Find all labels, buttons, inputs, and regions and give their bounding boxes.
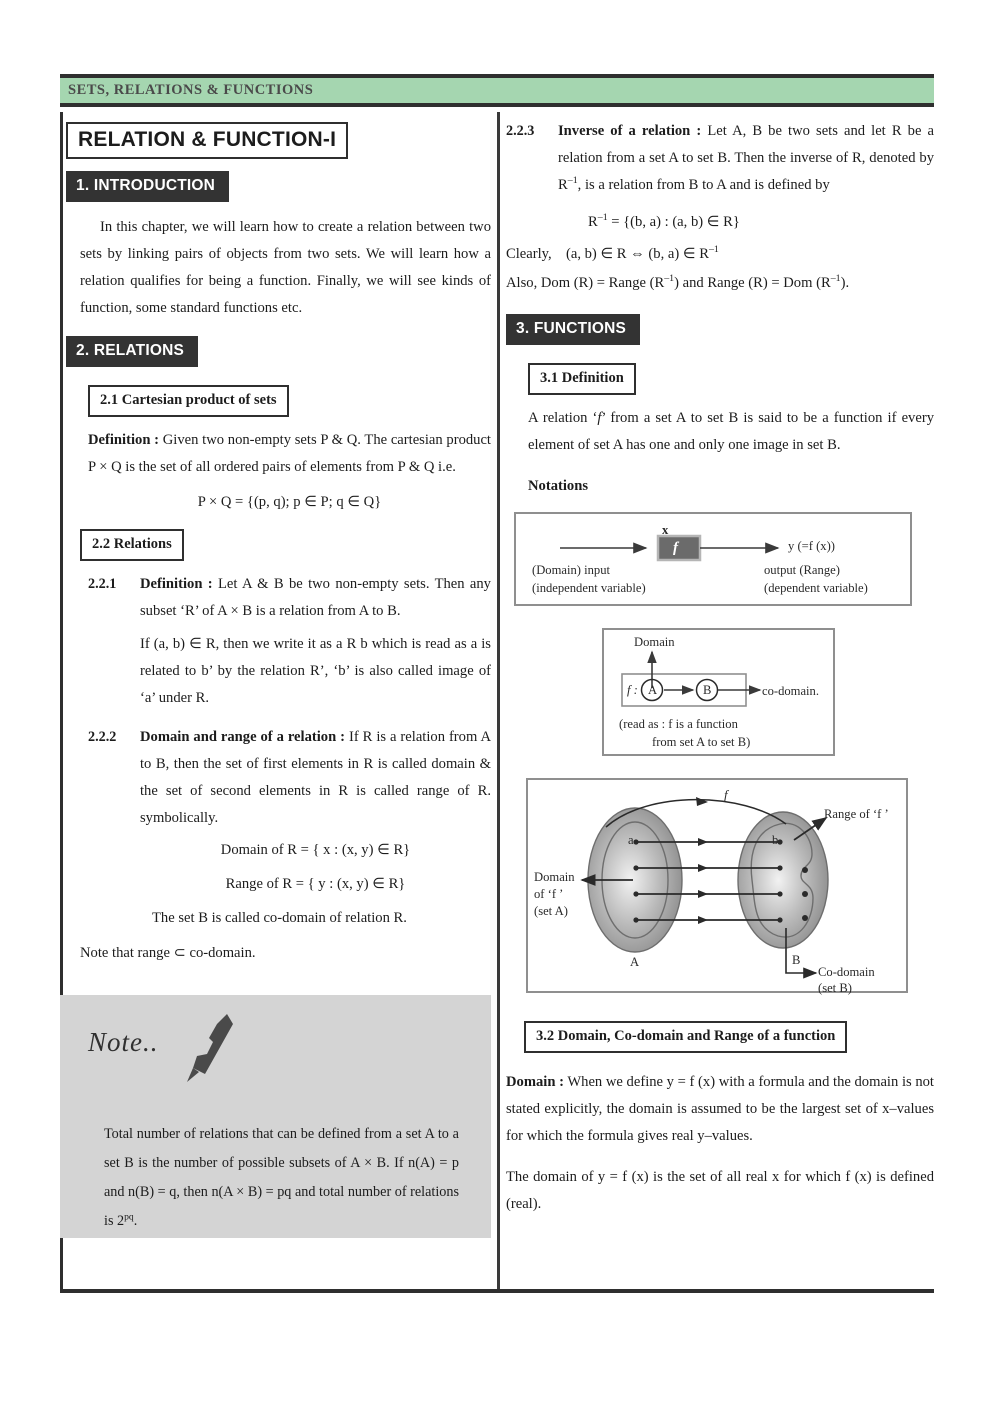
note-callout-box bbox=[60, 995, 491, 1238]
clearly-eq-sup: –1 bbox=[708, 243, 719, 255]
page-bottom-rule bbox=[60, 1289, 934, 1293]
clearly-eq-text: (a, b) ∈ R ⇔ (b, a) ∈ R bbox=[566, 245, 709, 262]
item-2-2-1 bbox=[88, 571, 491, 718]
note-text-end: . bbox=[133, 1213, 138, 1230]
diagram1-domain-input-label: (Domain) input bbox=[532, 563, 610, 578]
diagram1-output-range-label: output (Range) bbox=[764, 563, 840, 578]
item-2-2-2-para1 bbox=[140, 724, 491, 832]
diagram3-codomain-line2: (set B) bbox=[818, 981, 852, 996]
inverse-eq-r: R bbox=[588, 213, 598, 230]
item-2-2-1-text: Let A & B be two non-empty sets. Then any subset ‘R’ of A × B is a relation from A to B. bbox=[140, 575, 491, 619]
diagram-notation-box bbox=[514, 512, 912, 606]
item-2-2-3-text-a: Let A, B be two sets and let R be a relation from a set A to set B. Then the inverse of R, denoted by R bbox=[558, 123, 934, 193]
function-definition-text bbox=[528, 405, 934, 459]
clearly-line bbox=[506, 241, 934, 269]
diagram2-set-b-label: B bbox=[703, 683, 712, 698]
item-2-2-3-text-b: , is a relation from B to A and is defined by bbox=[577, 176, 830, 193]
diagram3-element-b-label: b bbox=[772, 833, 779, 848]
item-2-2-3-lead: Inverse of a relation : bbox=[558, 123, 702, 139]
range-of-r-equation: Range of R = { y : (x, y) ∈ R} bbox=[225, 876, 406, 893]
diagram2-domain-label: Domain bbox=[634, 635, 675, 650]
item-2-2-1-lead: Definition : bbox=[140, 575, 213, 592]
subsection-box-2-1: 2.1 Cartesian product of sets bbox=[88, 385, 289, 417]
item-2-2-2 bbox=[88, 724, 491, 938]
item-2-2-1-para2: If (a, b) ∈ R, then we write it as a R b which is read as a is related to b’ by the relation R’, ‘b’ is also called image of ‘a’ under R. bbox=[140, 635, 491, 706]
diagram3-domain-line3: (set A) bbox=[534, 904, 568, 919]
clearly-equation bbox=[566, 241, 719, 269]
note-label: Note.. bbox=[88, 1027, 159, 1057]
diagram3-codomain-line1: Co-domain bbox=[818, 965, 875, 980]
inverse-relation-equation bbox=[506, 209, 934, 237]
diagram1-f-label: f bbox=[673, 540, 678, 557]
also-text-2: ) and Range (R) = Dom (R bbox=[674, 275, 831, 292]
banner-bottom-rule bbox=[60, 103, 934, 107]
domain-text: When we define y = f (x) with a formula and the domain is not stated explicitly, the domain is assumed to be the largest set of x–values for which the formula gives real y–values. bbox=[506, 1074, 934, 1145]
section-bar-introduction: 1. INTRODUCTION bbox=[66, 171, 229, 202]
definition-lead: Definition : bbox=[88, 431, 160, 448]
note-text bbox=[104, 1120, 459, 1236]
diagram2-read-as-line2: from set A to set B) bbox=[652, 735, 751, 750]
diagram3-range-label: Range of ‘f ’ bbox=[824, 807, 889, 822]
diagram3-domain-line1: Domain bbox=[534, 870, 575, 885]
banner-strip bbox=[60, 78, 934, 103]
cartesian-equation: P × Q = {(p, q); p ∈ P; q ∈ Q} bbox=[197, 493, 382, 510]
diagram1-y-label: y (=f (x)) bbox=[788, 539, 835, 554]
item-2-2-3 bbox=[506, 118, 934, 205]
diagram1-independent-variable-label: (independent variable) bbox=[532, 581, 646, 596]
item-2-2-3-para1 bbox=[558, 118, 934, 199]
domain-second-paragraph: The domain of y = f (x) is the set of all real x for which f (x) is defined (real). bbox=[506, 1169, 934, 1212]
item-2-2-1-number: 2.2.1 bbox=[88, 575, 117, 592]
section-bar-functions: 3. FUNCTIONS bbox=[506, 314, 640, 345]
notations-label-text: Notations bbox=[528, 478, 588, 495]
inverse-eq-rest: = {(b, a) : (a, b) ∈ R} bbox=[607, 213, 740, 230]
diagram3-set-a-label: A bbox=[630, 955, 640, 970]
diagram3-set-b-label: B bbox=[792, 953, 801, 968]
item-2-2-2-number: 2.2.2 bbox=[88, 728, 117, 745]
section-bar-relations: 2. RELATIONS bbox=[66, 336, 198, 367]
diagram1-x-label: x bbox=[662, 523, 669, 538]
diagram2-f-colon-label: f : bbox=[627, 683, 638, 698]
domain-of-r-equation: Domain of R = { x : (x, y) ∈ R} bbox=[220, 842, 411, 859]
introduction-paragraph: In this chapter, we will learn how to create a relation between two sets by linking pairs of objects from two sets. We will learn how a relation qualifies for being a function. Finally, we will see kinds of function, some standard functions etc. bbox=[80, 219, 491, 316]
diagram-mapping-box bbox=[602, 628, 835, 756]
item-2-2-2-text: If R is a relation from A to B, then the set of first elements in R is called domain & the set of second elements in R is called range of R. symbolically. bbox=[140, 728, 491, 826]
diagram3-f-arc-label: f bbox=[724, 787, 728, 803]
subsection-box-2-2: 2.2 Relations bbox=[80, 529, 184, 561]
notations-label bbox=[528, 473, 934, 500]
diagram2-codomain-label: co-domain. bbox=[762, 684, 820, 699]
item-2-2-3-number: 2.2.3 bbox=[506, 123, 535, 139]
clearly-label: Clearly, bbox=[506, 245, 552, 262]
also-text-3: ). bbox=[840, 275, 850, 292]
subsection-box-3-1: 3.1 Definition bbox=[528, 363, 636, 395]
also-sup-1: –1 bbox=[664, 273, 675, 285]
left-column bbox=[66, 122, 491, 975]
inverse-eq-sup: –1 bbox=[597, 212, 608, 224]
cartesian-definition bbox=[88, 427, 491, 481]
note-text-main: Total number of relations that can be defined from a set A to a set B is the number of possible subsets of A × B. If n(A) = p and n(B) = q, then n(A × B) = pq and total number of relations is 2 bbox=[104, 1126, 459, 1230]
range-subset-note: Note that range ⊂ co-domain. bbox=[80, 944, 256, 961]
definition-text: Given two non-empty sets P & Q. The cartesian product P × Q is the set of all ordered pairs of elements from P & Q i.e. bbox=[88, 431, 491, 475]
fn-def-pre: A relation ‘ bbox=[528, 410, 598, 427]
also-line bbox=[506, 270, 934, 298]
domain-definition-paragraph bbox=[506, 1069, 934, 1150]
diagram3-domain-line2: of ‘f ’ bbox=[534, 887, 564, 902]
diagram-venn-box bbox=[526, 778, 908, 996]
diagram3-element-a-label: a bbox=[628, 833, 634, 848]
also-text-1: Also, Dom (R) = Range (R bbox=[506, 275, 665, 292]
item-2-2-2-para2: The set B is called co-domain of relation R. bbox=[152, 909, 407, 926]
chapter-title: RELATION & FUNCTION-I bbox=[66, 122, 348, 159]
diagram1-dependent-variable-label: (dependent variable) bbox=[764, 581, 868, 596]
fn-def-post: ’ from a set A to set B is said to be a function if every element of set A has one and only one image in set B. bbox=[528, 410, 934, 454]
item-2-2-3-sup-a: –1 bbox=[567, 175, 578, 187]
banner-title: SETS, RELATIONS & FUNCTIONS bbox=[68, 82, 314, 98]
note-text-exponent: pq bbox=[124, 1211, 134, 1223]
fn-def-f-symbol: f bbox=[597, 410, 602, 427]
domain-lead: Domain : bbox=[506, 1074, 564, 1091]
subsection-box-3-2: 3.2 Domain, Co-domain and Range of a function bbox=[524, 1021, 847, 1053]
diagram2-set-a-label: A bbox=[648, 683, 658, 698]
item-2-2-2-lead: Domain and range of a relation : bbox=[140, 728, 346, 745]
pen-nib-icon bbox=[183, 1012, 235, 1089]
item-2-2-1-para1 bbox=[140, 571, 491, 625]
also-sup-2: –1 bbox=[830, 273, 841, 285]
page-header-banner bbox=[60, 74, 934, 107]
column-divider bbox=[497, 112, 500, 1292]
diagram2-read-as-line1: (read as : f is a function bbox=[619, 717, 738, 732]
right-column bbox=[506, 118, 934, 1226]
